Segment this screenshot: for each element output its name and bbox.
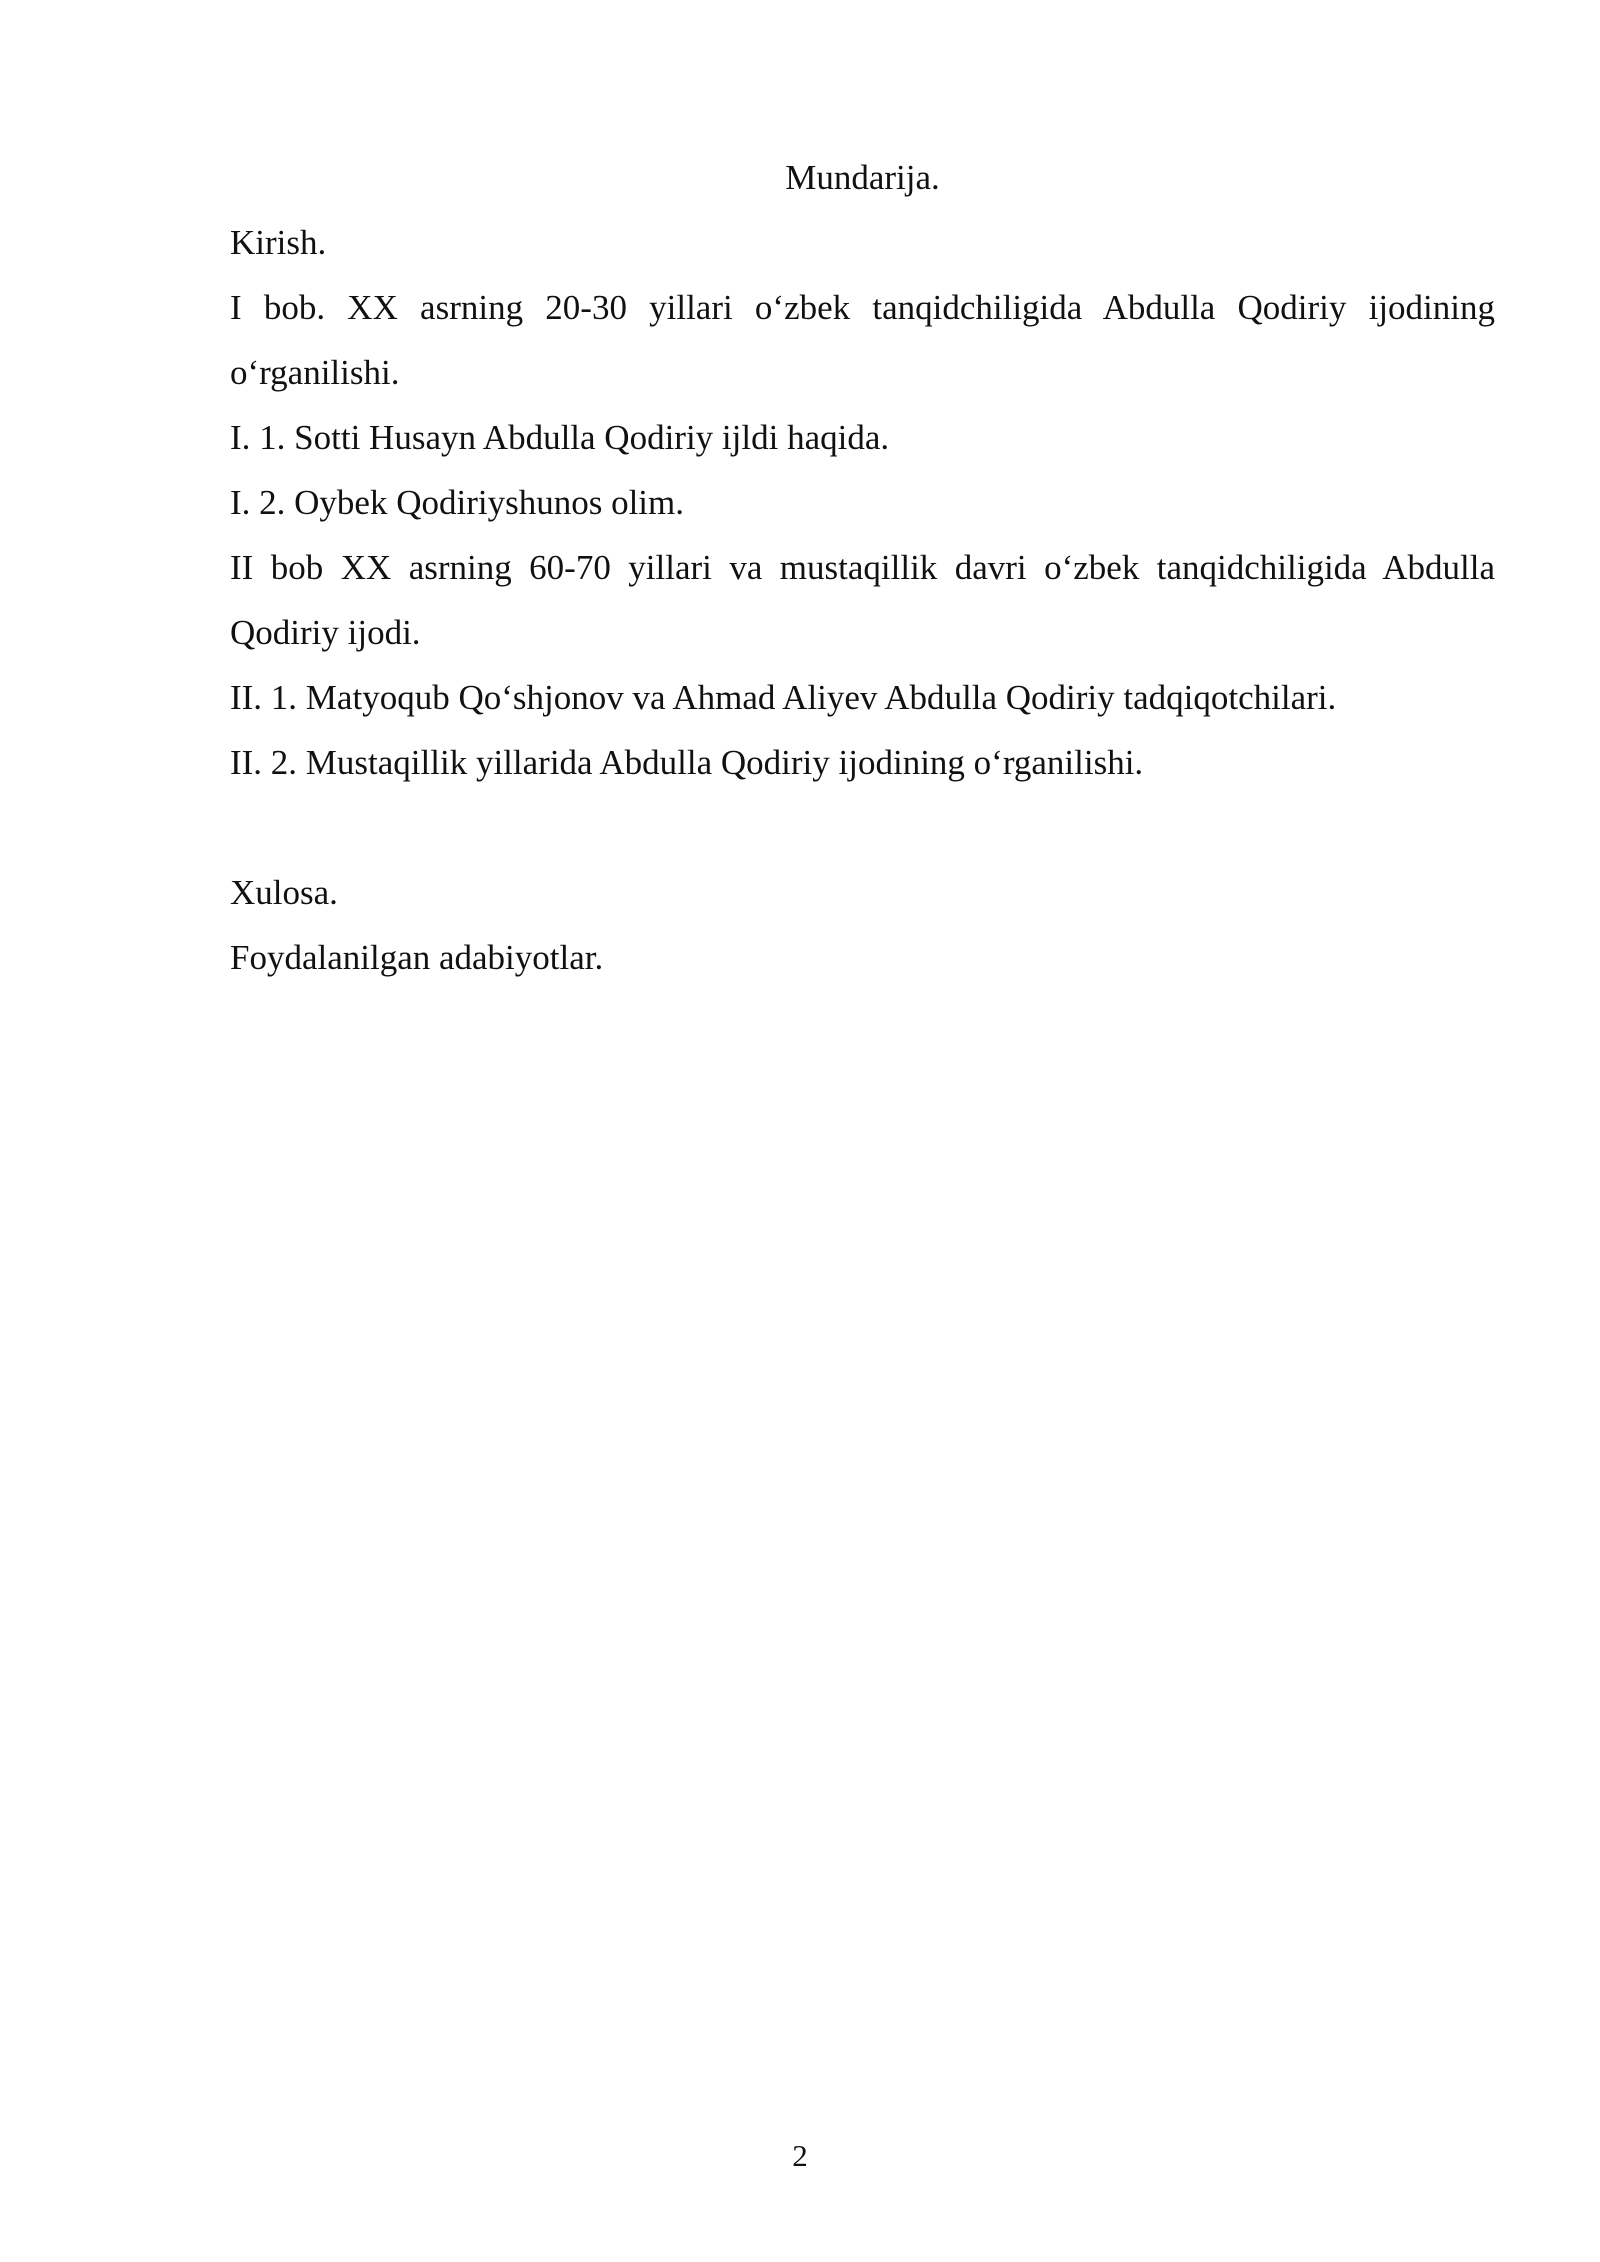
- toc-entry-section-2-2: II. 2. Mustaqillik yillarida Abdulla Qodiriy ijodining o‘rganilishi.: [230, 743, 1144, 782]
- toc-entry-chapter-2: II bob XX asrning 60-70 yillari va mustaqillik davri o‘zbek tanqidchiligida Abdulla Qodiriy ijodi.: [230, 548, 1495, 652]
- toc-title: Mundarija.: [785, 158, 940, 197]
- toc-entry-section-1-2: I. 2. Oybek Qodiriyshunos olim.: [230, 483, 685, 522]
- table-of-contents: [230, 145, 1495, 990]
- toc-entry-section-1-1: I. 1. Sotti Husayn Abdulla Qodiriy ijldi haqida.: [230, 418, 890, 457]
- spacer: [230, 795, 1495, 860]
- toc-entry-references: Foydalanilgan adabiyotlar.: [230, 938, 604, 977]
- toc-entry-chapter-1: I bob. XX asrning 20-30 yillari o‘zbek tanqidchiligida Abdulla Qodiriy ijodining o‘rganilishi.: [230, 288, 1495, 392]
- toc-entry-section-2-1: II. 1. Matyoqub Qo‘shjonov va Ahmad Aliyev Abdulla Qodiriy tadqiqotchilari.: [230, 678, 1337, 717]
- toc-entry-introduction: Kirish.: [230, 223, 327, 262]
- toc-entry-conclusion: Xulosa.: [230, 873, 338, 912]
- page-number: 2: [792, 2138, 808, 2173]
